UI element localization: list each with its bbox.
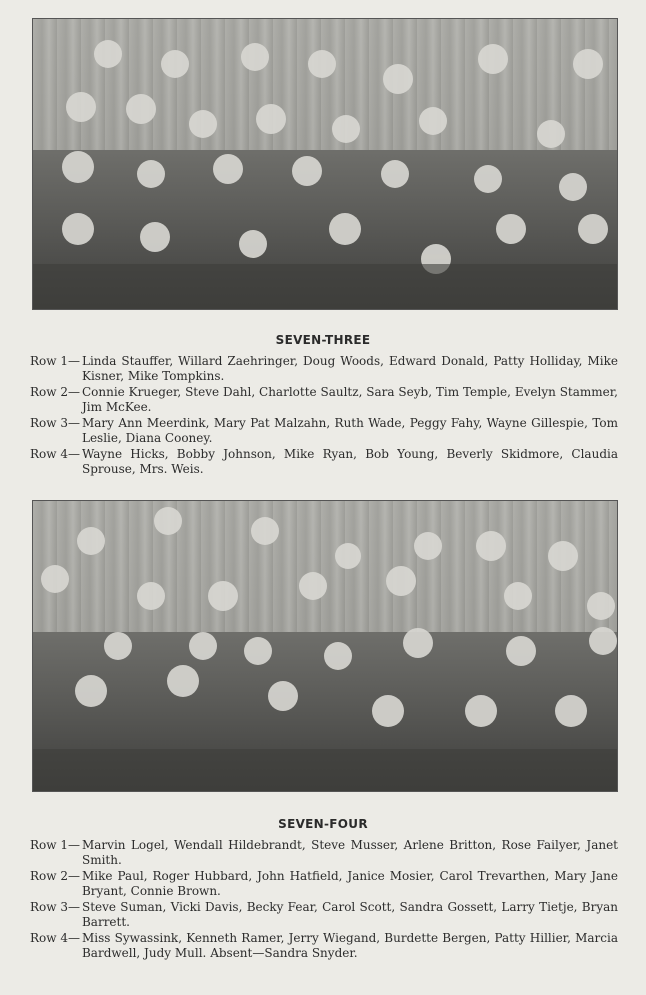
row-label: Row 2— — [30, 869, 80, 883]
row-label: Row 3— — [30, 900, 80, 914]
section-title-seven-three: SEVEN-THREE — [275, 333, 371, 347]
caption-row — [30, 447, 618, 477]
row-names: Miss Sywassink, Kenneth Ramer, Jerry Wiegand, Burdette Bergen, Patty Hillier, Marcia Bardwell, Judy Mull. Absent—Sandra Snyder. — [81, 931, 618, 960]
row-names: Mary Ann Meerdink, Mary Pat Malzahn, Ruth Wade, Peggy Fahy, Wayne Gillespie, Tom Leslie, Diana Cooney. — [81, 416, 618, 445]
caption-seven-three — [30, 354, 618, 478]
caption-row — [30, 416, 618, 446]
row-label: Row 4— — [30, 931, 80, 945]
caption-row — [30, 838, 618, 868]
caption-row — [30, 869, 618, 899]
students-group-silhouette — [33, 501, 617, 791]
row-names: Linda Stauffer, Willard Zaehringer, Doug Woods, Edward Donald, Patty Holliday, Mike Kisner, Mike Tompkins. — [81, 354, 618, 383]
row-label: Row 1— — [30, 838, 80, 852]
row-names: Mike Paul, Roger Hubbard, John Hatfield, Janice Mosier, Carol Trevarthen, Mary Jane Bryant, Connie Brown. — [81, 869, 618, 898]
row-label: Row 1— — [30, 354, 80, 368]
row-label: Row 2— — [30, 385, 80, 399]
row-names: Steve Suman, Vicki Davis, Becky Fear, Carol Scott, Sandra Gossett, Larry Tietje, Bryan Barrett. — [81, 900, 618, 929]
row-names: Wayne Hicks, Bobby Johnson, Mike Ryan, Bob Young, Beverly Skidmore, Claudia Sprouse, Mrs. Weis. — [81, 447, 618, 476]
students-group-silhouette — [33, 19, 617, 309]
caption-row — [30, 900, 618, 930]
row-names: Marvin Logel, Wendall Hildebrandt, Steve Musser, Arlene Britton, Rose Failyer, Janet Smith. — [81, 838, 618, 867]
row-label: Row 3— — [30, 416, 80, 430]
row-names: Connie Krueger, Steve Dahl, Charlotte Saultz, Sara Seyb, Tim Temple, Evelyn Stammer, Jim McKee. — [81, 385, 618, 414]
caption-row — [30, 931, 618, 961]
row-label: Row 4— — [30, 447, 80, 461]
caption-row — [30, 385, 618, 415]
caption-row — [30, 354, 618, 384]
class-photo-seven-four — [32, 500, 618, 792]
caption-seven-four — [30, 838, 618, 962]
class-photo-seven-three — [32, 18, 618, 310]
section-title-seven-four: SEVEN-FOUR — [278, 817, 368, 831]
